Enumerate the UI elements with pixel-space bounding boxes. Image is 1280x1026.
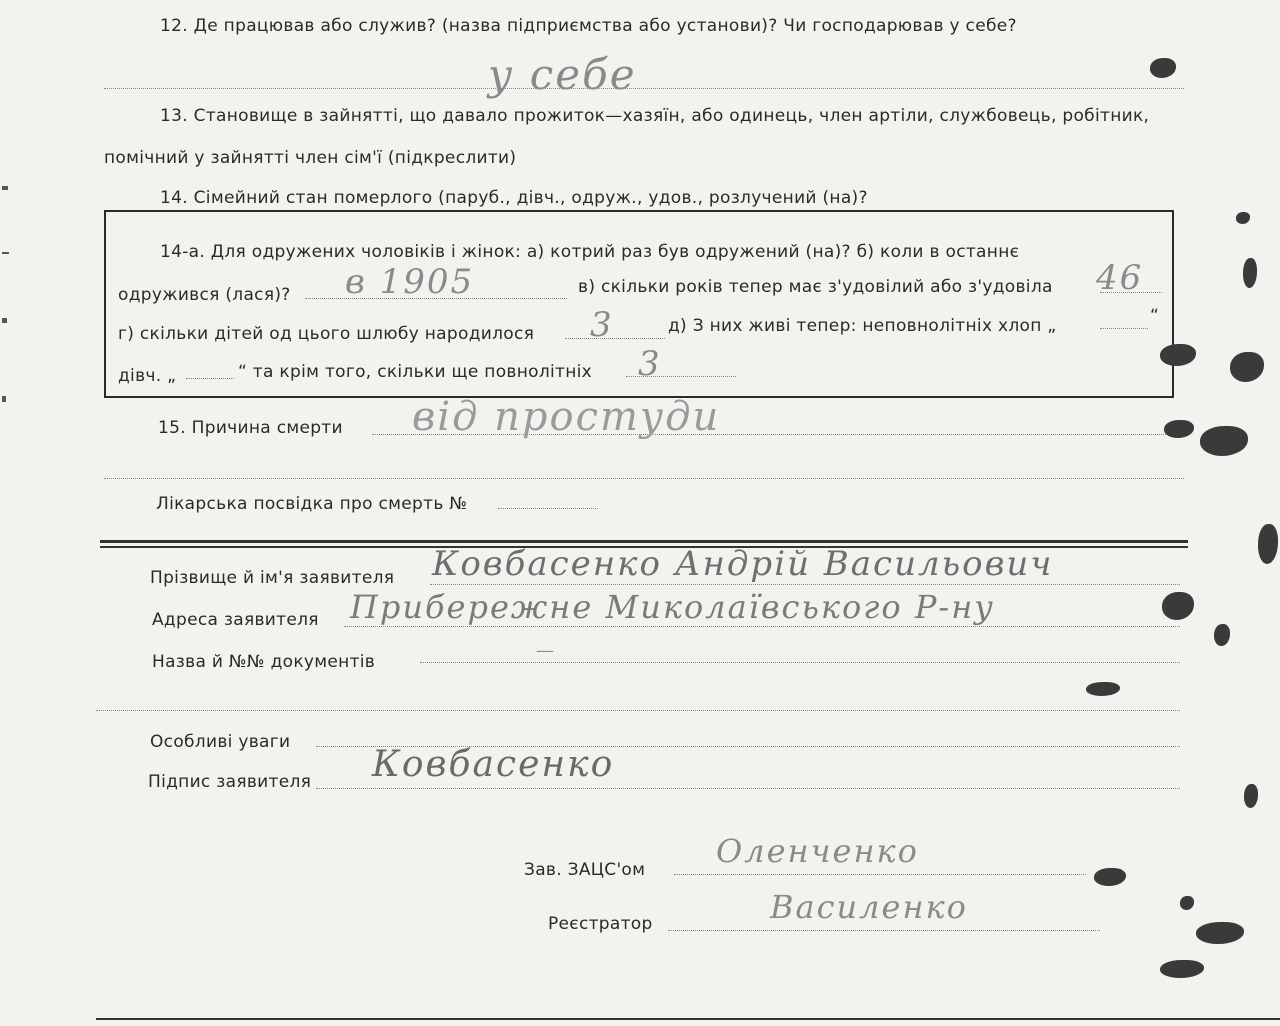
q14a-children-answer: 3: [590, 305, 614, 345]
ink-stain: [1243, 258, 1257, 288]
ink-stain: [1200, 426, 1248, 456]
applicant-address-handwriting: Прибережне Миколаївського Р-ну: [350, 588, 995, 626]
q14a-widowed-label: в) скільки років тепер має з'удовілий або з'удовіла: [578, 277, 1053, 297]
zags-head-signature: Оленченко: [716, 832, 919, 870]
q14a-children-line: [565, 338, 665, 339]
q12-answer-handwriting: у себе: [488, 50, 637, 99]
medical-certificate-line: [498, 508, 598, 509]
registrar-line: [668, 930, 1100, 931]
applicant-documents-handwriting: —: [536, 640, 556, 661]
q14a-adults-answer: 3: [638, 344, 662, 384]
binding-mark: [2, 186, 8, 190]
applicant-signature-line: [316, 788, 1180, 789]
ink-stain: [1160, 344, 1196, 366]
ink-stain: [1258, 524, 1278, 564]
applicant-signature-handwriting: Ковбасенко: [372, 744, 615, 785]
binding-mark: [2, 252, 9, 254]
q12-label: 12. Де працював або служив? (назва підприємства або установи)? Чи господарював у себе?: [160, 16, 1017, 36]
ink-stain: [1236, 212, 1250, 224]
q14a-children-label: г) скільки дітей од цього шлюбу народилося: [118, 324, 535, 344]
applicant-documents-extra-line: [96, 710, 1180, 711]
ink-stain: [1164, 420, 1194, 438]
ink-stain: [1180, 896, 1194, 910]
q14a-married-answer: в 1905: [345, 262, 475, 302]
applicant-documents-line: [420, 662, 1180, 663]
page-bottom-rule: [96, 1018, 1280, 1020]
ink-stain: [1162, 592, 1194, 620]
zags-head-line: [674, 874, 1086, 875]
ink-stain: [1230, 352, 1264, 382]
binding-mark: [2, 318, 7, 323]
q14a-widowed-answer: 46: [1096, 258, 1144, 298]
q14a-adults-label: “ та крім того, скільки ще повнолітніх: [238, 362, 593, 382]
zags-head-label: Зав. ЗАЦС'ом: [524, 860, 646, 880]
q12-answer-line: [104, 88, 1184, 89]
applicant-address-line: [344, 626, 1180, 627]
medical-certificate-label: Лікарська посвідка про смерть №: [156, 494, 468, 514]
special-notes-label: Особливі уваги: [150, 732, 291, 752]
q14a-married-label: одружився (лася)?: [118, 285, 291, 305]
q14a-girls-label: дівч. „: [118, 366, 177, 386]
applicant-name-handwriting: Ковбасенко Андрій Васильович: [432, 544, 1054, 584]
ink-stain: [1214, 624, 1230, 646]
applicant-address-label: Адреса заявителя: [152, 610, 319, 630]
ink-stain: [1244, 784, 1258, 808]
ink-stain: [1150, 58, 1176, 78]
q14a-minors-line: [1100, 328, 1148, 329]
registrar-signature: Василенко: [770, 888, 968, 926]
q14a-girls-line: [186, 378, 234, 379]
section-divider-top: [100, 540, 1188, 543]
q14a-minors-close-quote: “: [1150, 306, 1160, 326]
applicant-signature-label: Підпис заявителя: [148, 772, 312, 792]
q13-label-line1: 13. Становище в зайнятті, що давало прожиток—хазяїн, або одинець, член артіли, службовець, робітник,: [160, 106, 1150, 126]
q15-label: 15. Причина смерти: [158, 418, 343, 438]
q15-answer-handwriting: від простуди: [412, 394, 721, 440]
ink-stain: [1196, 922, 1244, 944]
q14-label: 14. Сімейний стан померлого (паруб., дівч., одруж., удов., розлучений (на)?: [160, 188, 868, 208]
ink-stain: [1086, 682, 1120, 696]
applicant-name-line: [430, 584, 1180, 585]
q13-label-line2: помічний у зайнятті член сім'ї (підкреслити): [104, 148, 517, 168]
q14a-line1: 14-а. Для одружених чоловіків і жінок: а) котрий раз був одружений (на)? б) коли в останнє: [160, 242, 1020, 262]
applicant-name-label: Прізвище й ім'я заявителя: [150, 568, 395, 588]
binding-mark: [2, 396, 6, 402]
applicant-documents-label: Назва й №№ документів: [152, 652, 376, 672]
ink-stain: [1160, 960, 1204, 978]
ink-stain: [1094, 868, 1126, 886]
q15-extra-line: [104, 478, 1184, 479]
q14a-minors-label: д) З них живі тепер: неповнолітніх хлоп „: [668, 316, 1057, 336]
registrar-label: Реєстратор: [548, 914, 653, 934]
